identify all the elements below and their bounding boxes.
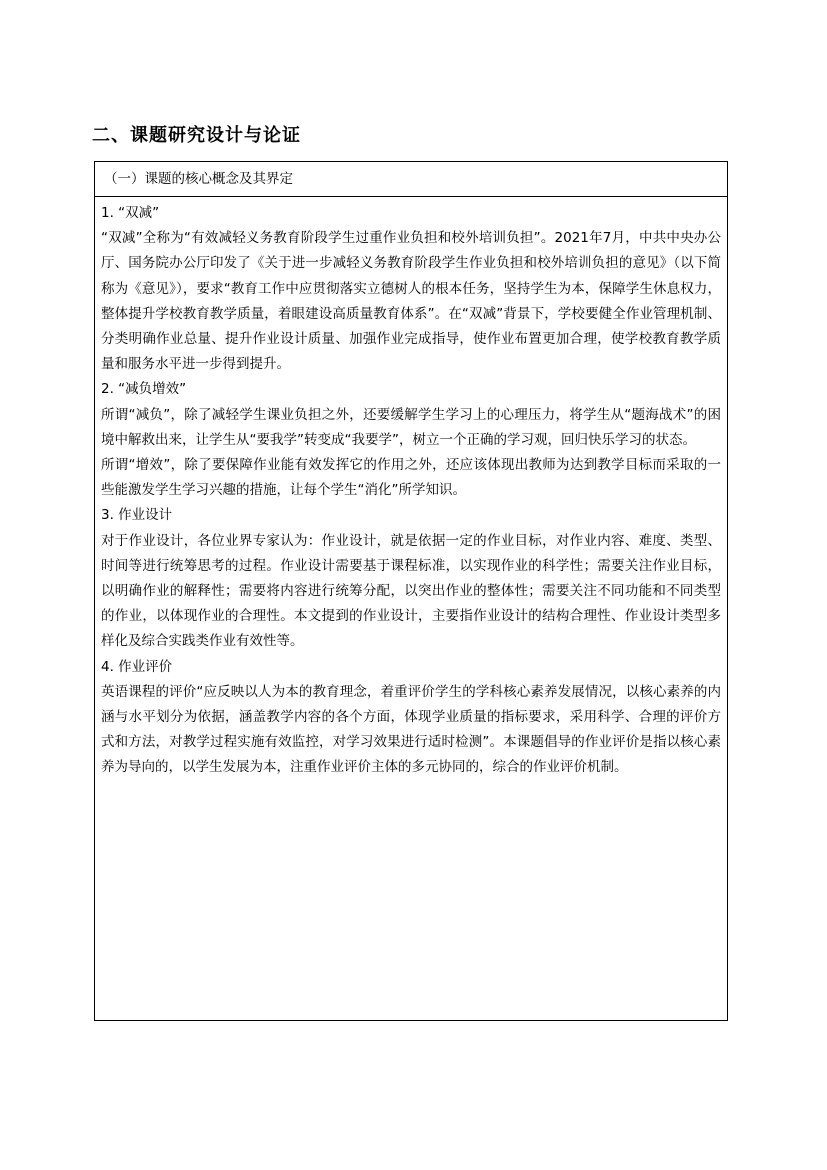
section-heading: 二、课题研究设计与论证: [92, 125, 301, 146]
item-paragraph: 对于作业设计，各位业界专家认为：作业设计，就是依据一定的作业目标，对作业内容、难度、类型、时间等进行统筹思考的过程。作业设计需要基于课程标准，以实现作业的科学性；需要关注作业目标，以明确作业的解释性；需要将内容进行统筹分配，以突出作业的整体性；需要关注不同功能和不同类型的作业，以体现作业的合理性。本文提到的作业设计，主要指作业设计的结构合理性、作业设计类型多样化及综合实践类作业有效性等。: [101, 532, 721, 650]
item-paragraph: “双减”全称为“有效减轻义务教育阶段学生过重作业负担和校外培训负担”。2021年7月，中共中央办公厅、国务院办公厅印发了《关于进一步减轻义务教育阶段学生作业负担和校外培训负担的意见》（以下简称为《意见》），要求“教育工作中应贯彻落实立德树人的根本任务，坚持学生为本，保障学生休息权力，整体提升学校教育教学质量，着眼建设高质量教育体系”。在“双减”背景下，学校要健全作业管理机制、分类明确作业总量、提升作业设计质量、加强作业完成指导，使作业布置更加合理，使学校教育教学质量和服务水平进一步得到提升。: [101, 230, 721, 373]
item-paragraph: 英语课程的评价“应反映以人为本的教育理念，着重评价学生的学科核心素养发展情况，以核心素养的内涵与水平划分为依据，涵盖教学内容的各个方面，体现学业质量的指标要求，采用科学、合理的评价方式和方法，对教学过程实施有效监控，对学习效果进行适时检测”。本课题倡导的作业评价是指以核心素养为导向的，以学生发展为本，注重作业评价主体的多元协同的，综合的作业评价机制。: [101, 683, 721, 776]
item-title-homework-evaluation: 4. 作业评价: [101, 658, 173, 675]
item-paragraph: 所谓“减负”，除了减轻学生课业负担之外，还要缓解学生学习上的心理压力，将学生从“题海战术”的困境中解救出来，让学生从“要我学”转变成“我要学”，树立一个正确的学习观，回归快乐学习的状态。: [101, 406, 721, 448]
item-title-homework-design: 3. 作业设计: [101, 507, 173, 524]
table-body: [95, 197, 727, 781]
concept-definition-table: [94, 161, 728, 1021]
item-title-shuangjian: 1. “双减”: [101, 205, 160, 221]
item-title-jianfu-zengxiao: 2. “减负增效”: [101, 381, 187, 398]
item-paragraph: 所谓“增效”，除了要保障作业能有效发挥它的作用之外，还应该体现出教师为达到教学目标而采取的一些能激发学生学习兴趣的措施，让每个学生“消化”所学知识。: [101, 457, 721, 499]
table-header: （一）课题的核心概念及其界定: [95, 162, 727, 197]
